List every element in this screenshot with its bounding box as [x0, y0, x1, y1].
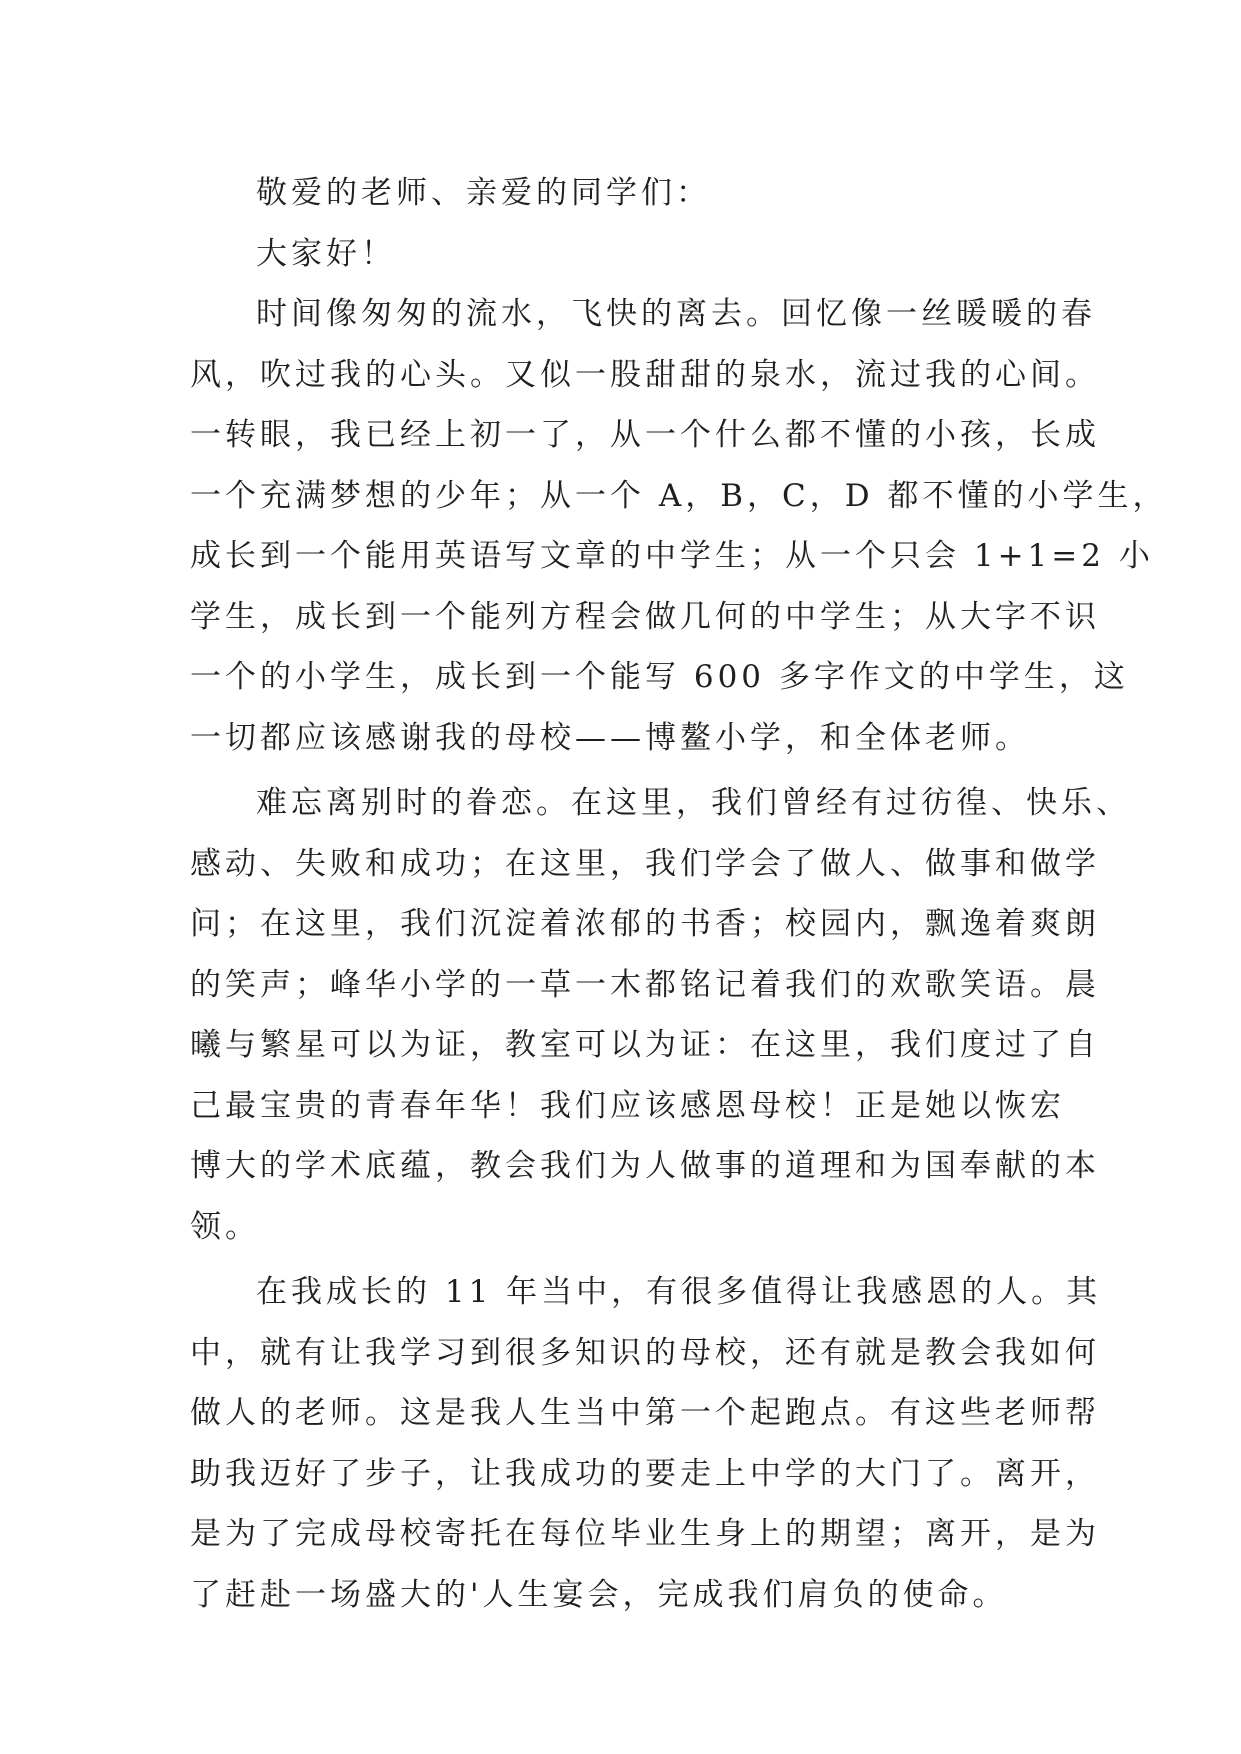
paragraph-2-line-6: 己最宝贵的青春年华！我们应该感恩母校！正是她以恢宏 — [190, 1087, 1065, 1124]
paragraph-1-line-3: 一转眼，我已经上初一了，从一个什么都不懂的小孩，长成 — [190, 417, 1100, 453]
salutation: 敬爱的老师、亲爱的同学们： — [256, 175, 711, 211]
paragraph-2-line-8: 领。 — [190, 1208, 260, 1245]
paragraph-2-line-5: 曦与繁星可以为证，教室可以为证：在这里，我们度过了自 — [190, 1027, 1100, 1063]
greeting: 大家好！ — [256, 235, 396, 272]
paragraph-1-line-5: 成长到一个能用英语写文章的中学生；从一个只会 1+1=2 小 — [190, 538, 1154, 574]
paragraph-1-line-7: 一个的小学生，成长到一个能写 600 多字作文的中学生，这 — [190, 659, 1129, 695]
paragraph-2-line-7: 博大的学术底蕴，教会我们为人做事的道理和为国奉献的本 — [190, 1148, 1100, 1184]
paragraph-3-line-4: 助我迈好了步子，让我成功的要走上中学的大门了。离开， — [190, 1455, 1100, 1492]
paragraph-1-line-2: 风，吹过我的心头。又似一股甜甜的泉水，流过我的心间。 — [190, 356, 1100, 393]
paragraph-2-line-3: 问；在这里，我们沉淀着浓郁的书香；校园内，飘逸着爽朗 — [190, 906, 1100, 942]
paragraph-3-line-5: 是为了完成母校寄托在每位毕业生身上的期望；离开，是为 — [190, 1516, 1100, 1552]
paragraph-1 — [190, 284, 1168, 768]
paragraph-1-line-8: 一切都应该感谢我的母校——博鳌小学，和全体老师。 — [190, 719, 1030, 756]
paragraph-3 — [190, 1262, 1102, 1625]
paragraph-1-line-4: 一个充满梦想的少年；从一个 A，B，C，D 都不懂的小学生， — [190, 477, 1168, 514]
paragraph-2 — [190, 773, 1131, 1257]
paragraph-1-line-6: 学生，成长到一个能列方程会做几何的中学生；从大字不识 — [190, 598, 1100, 635]
paragraph-3-line-1: 在我成长的 11 年当中，有很多值得让我感恩的人。其 — [256, 1274, 1102, 1310]
paragraph-2-line-2: 感动、失败和成功；在这里，我们学会了做人、做事和做学 — [190, 845, 1100, 882]
paragraph-2-line-4: 的笑声；峰华小学的一草一木都铭记着我们的欢歌笑语。晨 — [190, 966, 1100, 1003]
paragraph-3-line-2: 中，就有让我学习到很多知识的母校，还有就是教会我如何 — [190, 1334, 1100, 1371]
paragraph-3-line-6: 了赶赴一场盛大的'人生宴会，完成我们肩负的使命。 — [190, 1576, 1008, 1613]
speech-body — [190, 163, 1168, 1625]
paragraph-2-line-1: 难忘离别时的眷恋。在这里，我们曾经有过彷徨、快乐、 — [256, 785, 1131, 821]
paragraph-3-line-3: 做人的老师。这是我人生当中第一个起跑点。有这些老师帮 — [190, 1395, 1100, 1431]
paragraph-1-line-1: 时间像匆匆的流水，飞快的离去。回忆像一丝暖暖的春 — [256, 296, 1096, 332]
